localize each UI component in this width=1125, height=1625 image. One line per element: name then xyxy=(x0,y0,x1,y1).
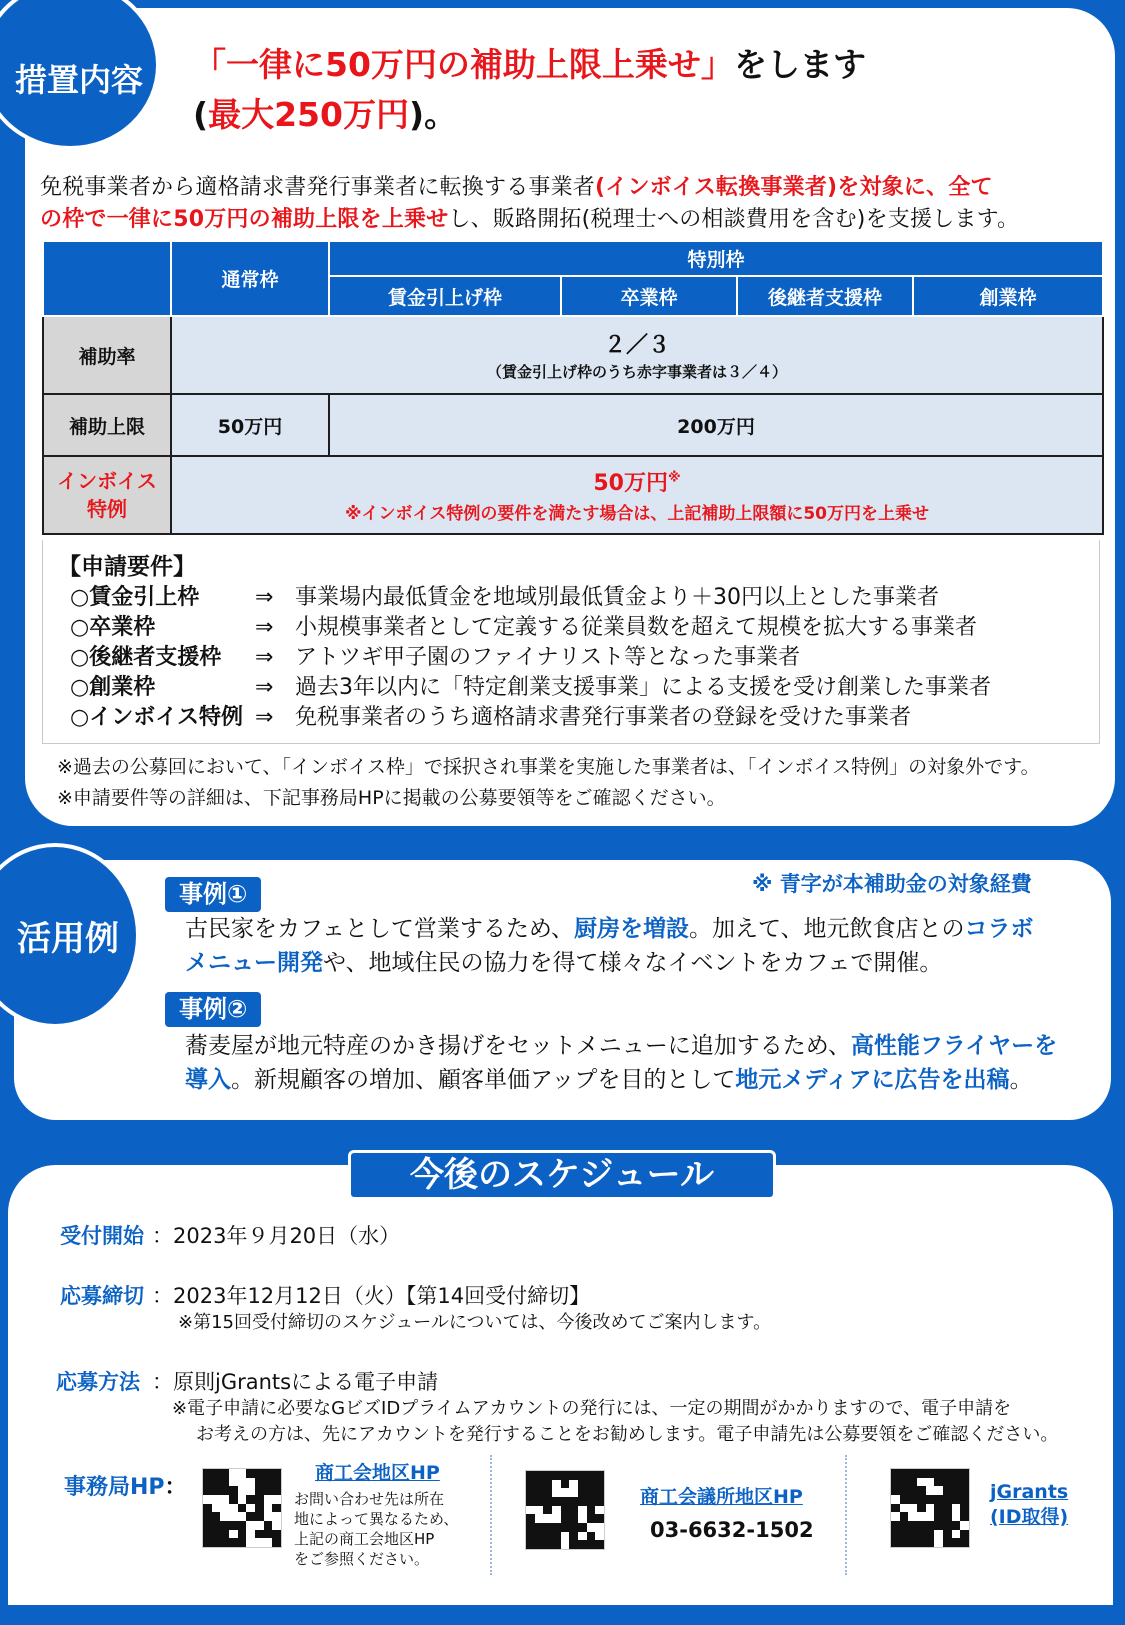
divider xyxy=(490,1455,492,1575)
invoice-note: ※インボイス特例の要件を満たす場合は、上記補助上限額に50万円を上乗せ xyxy=(345,504,930,524)
notice: ※ 青字が本補助金の対象経費 xyxy=(752,872,1032,896)
note-line: をご参照ください。 xyxy=(294,1550,430,1568)
col-normal: 通常枠 xyxy=(171,241,329,316)
case2-text-b: 高性能フライヤーを xyxy=(850,1033,1058,1059)
table-corner xyxy=(43,241,171,316)
headline xyxy=(193,40,866,140)
headline-red: 「一律に50万円の補助上限上乗せ」 xyxy=(193,45,734,84)
case2-text-d: 。新規顧客の増加、顧客単価アップを目的として xyxy=(231,1067,736,1093)
req-text: アトツギ甲子園のファイナリスト等となった事業者 xyxy=(295,645,801,670)
qr-code-icon[interactable] xyxy=(890,1468,970,1548)
req-label: ○インボイス特例 xyxy=(70,705,243,730)
limit-special: 200万円 xyxy=(329,394,1103,456)
case1-text-a: 古民家をカフェとして営業するため、 xyxy=(185,916,574,942)
rate-cell xyxy=(171,316,1103,394)
req-row xyxy=(70,644,800,672)
start-value: ：2023年９月20日（水） xyxy=(152,1224,401,1248)
examples-badge: 活用例 xyxy=(0,843,140,1028)
headline-max: 最大250万円 xyxy=(208,95,409,134)
col-graduate: 卒業枠 xyxy=(561,276,737,316)
invoice-cell xyxy=(171,456,1103,534)
link-jgrants[interactable] xyxy=(990,1480,1068,1530)
requirements-title: 【申請要件】 xyxy=(58,554,196,580)
case2-text-f: 。 xyxy=(1009,1067,1033,1093)
subsidy-table xyxy=(42,240,1104,535)
jgrants-text[interactable]: jGrants xyxy=(990,1481,1069,1503)
phone-number: 03-6632-1502 xyxy=(650,1518,814,1542)
intro-red2: の枠で一律に50万円の補助上限を上乗せ xyxy=(40,207,449,232)
note-line: お問い合わせ先は所在 xyxy=(294,1490,445,1508)
case2-text-a: 蕎麦屋が地元特産のかき揚げをセットメニューに追加するため、 xyxy=(185,1033,851,1059)
req-row xyxy=(70,614,977,642)
intro-part1: 免税事業者から適格請求書発行事業者に転換する事業者 xyxy=(40,175,596,200)
headline-rest: をします xyxy=(733,45,866,84)
case1-line1 xyxy=(185,911,1033,947)
case1-line2 xyxy=(185,945,942,981)
row-rate-label: 補助率 xyxy=(43,316,171,394)
case2-text-c: 導入 xyxy=(185,1067,231,1093)
case1-text-e: メニュー開発 xyxy=(185,950,323,976)
method-label: 応募方法 xyxy=(56,1370,140,1394)
deadline-label: 応募締切 xyxy=(60,1284,144,1308)
invoice-value: 50万円 xyxy=(593,471,668,496)
case1-label: 事例① xyxy=(165,877,261,912)
case1-text-c: 。加えて、地元飲食店との xyxy=(688,916,965,942)
col-successor: 後継者支援枠 xyxy=(737,276,913,316)
measures-badge: 措置内容 xyxy=(0,0,160,150)
invoice-mark: ※ xyxy=(668,470,681,486)
link-shokokai[interactable]: 商工会地区HP xyxy=(315,1462,440,1484)
case2-line1 xyxy=(185,1028,1057,1064)
arrow-icon: ⇒ xyxy=(255,675,274,700)
note-line: 上記の商工会地区HP xyxy=(294,1530,435,1548)
req-row xyxy=(70,584,939,612)
req-text: 事業場内最低賃金を地域別最低賃金より＋30円以上とした事業者 xyxy=(295,585,939,610)
req-label: ○卒業枠 xyxy=(70,615,156,640)
note-2: ※申請要件等の詳細は、下記事務局HPに掲載の公募要領等をご確認ください。 xyxy=(57,787,726,809)
method-value: ：原則jGrantsによる電子申請 xyxy=(152,1370,439,1394)
requirements-box xyxy=(42,540,1100,744)
hp-label-text: 事務局HP xyxy=(64,1475,165,1500)
case2-text-e: 地元メディアに広告を出稿 xyxy=(735,1067,1010,1093)
deadline-value: ：2023年12月12日（火）【第14回受付締切】 xyxy=(152,1284,591,1308)
row-limit-label: 補助上限 xyxy=(43,394,171,456)
shokokai-note xyxy=(294,1489,458,1569)
paren-close: )。 xyxy=(408,95,458,134)
invoice-label-2: 特例 xyxy=(87,497,127,521)
col-special: 特別枠 xyxy=(329,241,1103,276)
case2-label: 事例② xyxy=(165,992,261,1027)
req-text: 過去3年以内に「特定創業支援事業」による支援を受け創業した事業者 xyxy=(295,675,991,700)
arrow-icon: ⇒ xyxy=(255,615,274,640)
deadline-note: ※第15回受付締切のスケジュールについては、今後改めてご案内します。 xyxy=(178,1312,772,1333)
req-text: 免税事業者のうち適格請求書発行事業者の登録を受けた事業者 xyxy=(295,705,912,730)
req-label: ○賃金引上枠 xyxy=(70,585,200,610)
req-row xyxy=(70,674,991,702)
limit-normal: 50万円 xyxy=(171,394,329,456)
hp-label xyxy=(64,1470,187,1501)
case1-text-f: や、地域住民の協力を得て様々なイベントをカフェで開催。 xyxy=(323,950,943,976)
arrow-icon: ⇒ xyxy=(255,645,274,670)
req-label: ○創業枠 xyxy=(70,675,156,700)
arrow-icon: ⇒ xyxy=(255,585,274,610)
case1-text-b: 厨房を増設 xyxy=(573,916,689,942)
col-wage: 賃金引上げ枠 xyxy=(329,276,561,316)
req-text: 小規模事業者として定義する従業員数を超えて規模を拡大する事業者 xyxy=(295,615,978,640)
intro-part2: し、販路開拓(税理士への相談費用を含む)を支援します。 xyxy=(448,207,1020,232)
schedule-title: 今後のスケジュール xyxy=(348,1150,776,1200)
case1-text-d: コラボ xyxy=(964,916,1034,942)
case2-line2 xyxy=(185,1062,1033,1098)
jgrants-id-text[interactable]: (ID取得) xyxy=(990,1506,1069,1528)
row-invoice-label xyxy=(43,456,171,534)
intro-red1: (インボイス転換事業者)を対象に、全て xyxy=(595,175,993,200)
arrow-icon: ⇒ xyxy=(255,705,274,730)
note-line: 地によって異なるため、 xyxy=(294,1510,459,1528)
hp-colon: ： xyxy=(164,1475,187,1500)
col-startup: 創業枠 xyxy=(913,276,1103,316)
method-note-2: お考えの方は、先にアカウントを発行することをお勧めします。電子申請先は公募要領をご確認ください。 xyxy=(196,1424,1059,1445)
req-label: ○後継者支援枠 xyxy=(70,645,222,670)
note-1: ※過去の公募回において、「インボイス枠」で採択され事業を実施した事業者は、「インボイス特例」の対象外です。 xyxy=(57,756,1040,778)
intro-text xyxy=(40,172,1100,236)
method-note-1: ※電子申請に必要なGビズIDプライムアカウントの発行には、一定の期間がかかりますので、電子申請を xyxy=(172,1398,1012,1419)
divider xyxy=(845,1455,847,1575)
req-row xyxy=(70,704,911,732)
qr-code-icon[interactable] xyxy=(202,1468,282,1548)
link-shokokaigisho[interactable]: 商工会議所地区HP xyxy=(640,1486,803,1508)
rate-note: （賃金引上げ枠のうち赤字事業者は３／４） xyxy=(487,363,788,381)
rate-value: ２／３ xyxy=(604,333,671,358)
invoice-label-1: インボイス xyxy=(57,469,157,493)
paren-open: ( xyxy=(193,95,209,134)
start-label: 受付開始 xyxy=(60,1224,144,1248)
qr-code-icon[interactable] xyxy=(525,1470,605,1550)
